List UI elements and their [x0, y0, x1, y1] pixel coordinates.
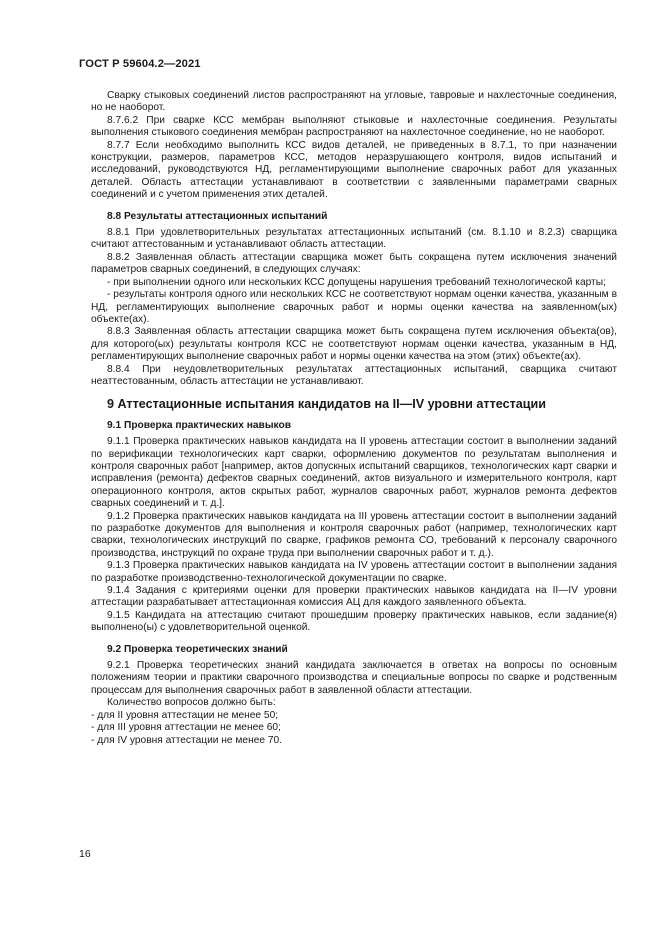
paragraph: 9.1.4 Задания с критериями оценки для проверки практических навыков кандидата на II—IV уровни аттестации разрабатывает аттестационная комиссия АЦ для каждого заявленного объекта.	[91, 585, 617, 609]
list-item: - результаты контроля одного или нескольких КСС не соответствуют нормам оценки качества, указанным в НД, регламентирующих выполнение сварочных работ и нормы оценки качества на заявленном(ых) объекте(ах).	[91, 289, 617, 325]
paragraph: Количество вопросов должно быть:	[107, 697, 276, 709]
paragraph: 8.7.7 Если необходимо выполнить КСС видов деталей, не приведенных в 8.7.1, то при назначении конструкции, размеров, параметров КСС, методов неразрушающего контроля, видов испытаний и исследований, руководствуются НД, регламентирующими выполнение сварочных работ для указанных деталей. Область аттестации устанавливают в соответствии с заявленными параметрами сварных соединений и с учетом применения этих деталей.	[91, 139, 617, 201]
list-item: - для IV уровня аттестации не менее 70.	[91, 734, 283, 746]
list-item: - при выполнении одного или нескольких КСС допущены нарушения требований технологической карты;	[107, 276, 606, 288]
section-heading-9-2: 9.2 Проверка теоретических знаний	[107, 643, 288, 655]
list-item: - для II уровня аттестации не менее 50;	[91, 709, 279, 721]
document-body	[91, 90, 617, 747]
paragraph: 8.8.1 При удовлетворительных результатах аттестационных испытаний (см. 8.1.10 и 8.2.3) сварщика считают аттестованным и устанавливают область аттестации.	[91, 227, 617, 251]
paragraph: 9.2.1 Проверка теоретических знаний кандидата заключается в ответах на вопросы по основным положениям теории и практики сварочного производства и специальные вопросы по сварке и родственным процессам для выполнения сварочных работ в заявленной области аттестации.	[91, 660, 617, 696]
paragraph: 8.8.4 При неудовлетворительных результатах аттестационных испытаний, сварщика считают неаттестованным, область аттестации не устанавливают.	[91, 363, 617, 387]
paragraph: 9.1.2 Проверка практических навыков кандидата на III уровень аттестации состоит в выполнении заданий по разработке документов для выполнения и контроля сварочных работ (например, технологических карт сварки, технологических инструкций по сварке, графиков ремонта СО, требований к персоналу сварочного производства, инструкций по охране труда при выполнении сварочных работ и т. д.).	[91, 510, 617, 559]
paragraph: 8.7.6.2 При сварке КСС мембран выполняют стыковые и нахлесточные соединения. Результаты выполнения стыкового соединения мембран распространяют на нахлесточное соединение, но не наоборот.	[91, 114, 617, 139]
paragraph: Сварку стыковых соединений листов распространяют на угловые, тавровые и нахлесточные соединения, но не наоборот.	[91, 90, 617, 114]
page-number: 16	[79, 848, 91, 860]
section-heading-8-8: 8.8 Результаты аттестационных испытаний	[107, 210, 328, 222]
document-header: ГОСТ Р 59604.2—2021	[79, 58, 201, 70]
paragraph: 9.1.3 Проверка практических навыков кандидата на IV уровень аттестации состоит в выполнении задания по разработке производственно-технологической документации по сварке.	[91, 560, 617, 584]
section-heading-9-1: 9.1 Проверка практических навыков	[107, 419, 291, 431]
paragraph: 8.8.3 Заявленная область аттестации сварщика может быть сокращена путем исключения объекта(ов), для которого(ых) результаты контроля КСС не соответствуют нормам оценки качества, указанным в НД, регламентирующих выполнение сварочных работ и нормы оценки качества на этом (этих) объекте(ах).	[91, 326, 617, 363]
paragraph: 8.8.2 Заявленная область аттестации сварщика может быть сокращена путем исключения значений параметров сварных соединений, в следующих случаях:	[91, 251, 617, 276]
list-item: - для III уровня аттестации не менее 60;	[91, 722, 281, 734]
paragraph: 9.1.1 Проверка практических навыков кандидата на II уровень аттестации состоит в выполнении заданий по верификации технологических карт сварки, оформлению документов по результатам выполнения и контроля сварочных работ [например, актов допускных испытаний сварщиков, технологических карт сварки и исправления (ремонта) дефектов сварных соединений, актов визуального и измерительного контроля, карт операционного контроля, актов скрытых работ, журналов сварочных работ, журналов ремонта дефектов сварных соединений и т. д.].	[91, 436, 617, 510]
chapter-heading-9: 9 Аттестационные испытания кандидатов на II—IV уровни аттестации	[107, 397, 546, 412]
paragraph: 9.1.5 Кандидата на аттестацию считают прошедшим проверку практических навыков, если задание(я) выполнено(ы) с удовлетворительной оценкой.	[91, 609, 617, 634]
